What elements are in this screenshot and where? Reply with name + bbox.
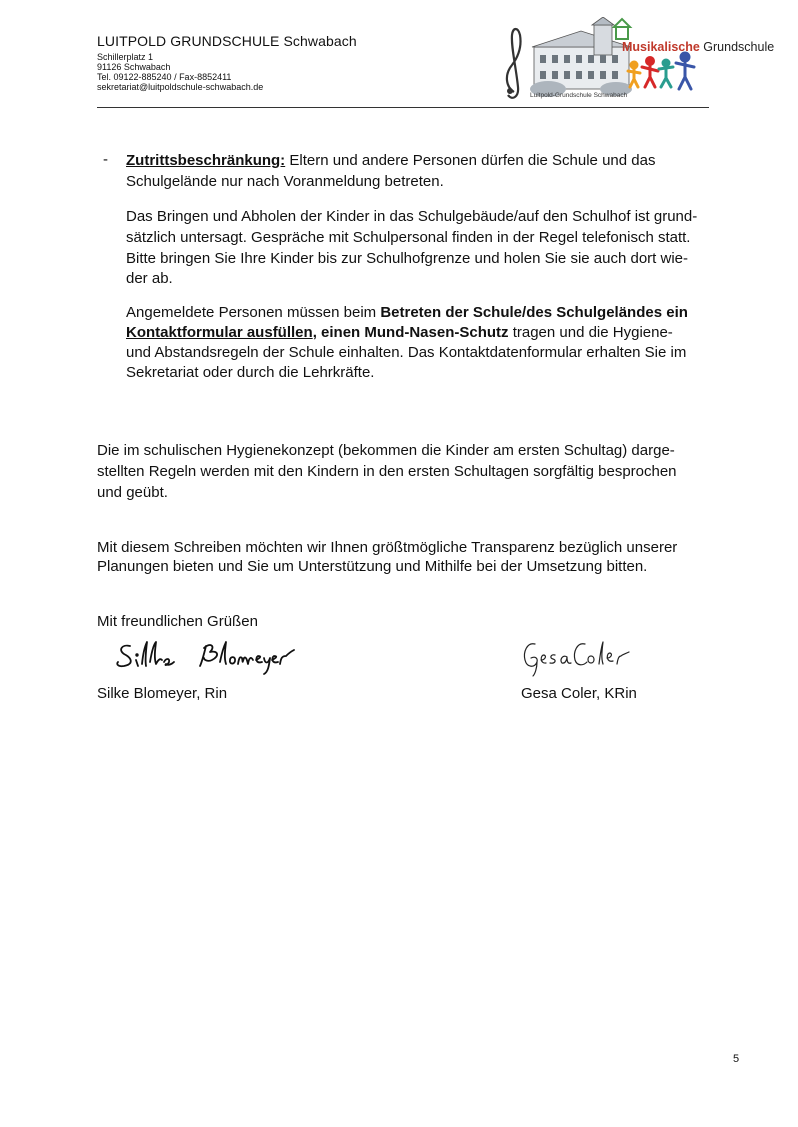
logo-caption: Luitpold-Grundschule Schwabach — [530, 92, 628, 99]
bullet-marker: - — [103, 151, 108, 168]
para-angemeldet-l1b: Betreten der Schule/des Schulgeländes ein — [380, 304, 688, 321]
para-hygiene-line: und geübt. — [97, 484, 168, 501]
para-bringen-line: Das Bringen und Abholen der Kinder in das Schulgebäude/auf den Schulhof ist grund- — [126, 208, 698, 225]
bullet-heading: Zutrittsbeschränkung: — [126, 152, 286, 169]
header-divider — [97, 107, 709, 108]
para-hygiene-line: Die im schulischen Hygienekonzept (bekommen die Kinder am ersten Schultag) darge- — [97, 442, 675, 459]
para-angemeldet-l2a: Kontaktformular ausfüllen — [126, 324, 313, 341]
school-logo — [496, 17, 754, 103]
para-angemeldet-line-3: und Abstandsregeln der Schule einhalten. Das Kontaktdatenformular erhalten Sie im — [126, 344, 687, 361]
bullet-line-1-rest: Eltern und andere Personen dürfen die Schule und das — [285, 152, 656, 169]
signature-right — [521, 636, 641, 678]
email-address: sekretariat@luitpoldschule-schwabach.de — [97, 82, 264, 92]
signatory-right: Gesa Coler, KRin — [521, 685, 637, 702]
phone-fax: Tel. 09122-885240 / Fax-8852411 — [97, 72, 232, 82]
bullet-line-1 — [126, 150, 655, 171]
para-angemeldet-line-4: Sekretariat oder durch die Lehrkräfte. — [126, 364, 375, 381]
para-angemeldet-line-1 — [126, 302, 688, 323]
school-name: LUITPOLD GRUNDSCHULE Schwabach — [97, 33, 357, 49]
bullet-line-2: Schulgelände nur nach Voranmeldung betreten. — [126, 173, 444, 190]
para-angemeldet-line-2 — [126, 322, 673, 343]
para-transparenz-line: Mit diesem Schreiben möchten wir Ihnen größtmögliche Transparenz bezüglich unserer — [97, 539, 678, 556]
closing-greeting: Mit freundlichen Grüßen — [97, 613, 258, 630]
logo-title-musikalische: Musikalische — [622, 40, 700, 54]
para-angemeldet-l1a: Angemeldete Personen müssen beim — [126, 304, 381, 321]
logo-title-grundschule: Grundschule — [699, 40, 775, 54]
para-angemeldet-l2c: tragen und die Hygiene- — [508, 324, 673, 341]
page-number: 5 — [733, 1053, 740, 1065]
signature-left — [112, 636, 302, 676]
para-transparenz-line: Planungen bieten und Sie um Unterstützung und Mithilfe bei der Umsetzung bitten. — [97, 558, 648, 575]
para-bringen-line: der ab. — [126, 270, 173, 287]
para-hygiene-line: stellten Regeln werden mit den Kindern in den ersten Schultagen sorgfältig besprochen — [97, 463, 677, 480]
signatory-left: Silke Blomeyer, Rin — [97, 685, 228, 702]
address-street: Schillerplatz 1 — [97, 52, 154, 62]
logo-title — [622, 40, 774, 54]
para-bringen-line: Bitte bringen Sie Ihre Kinder bis zur Schulhofgrenze und holen Sie sie auch dort wie- — [126, 250, 688, 267]
para-bringen-line: sätzlich untersagt. Gespräche mit Schulpersonal finden in der Regel telefonisch statt. — [126, 229, 691, 246]
address-city: 91126 Schwabach — [97, 62, 171, 72]
para-angemeldet-l2b: , einen Mund-Nasen-Schutz — [312, 324, 509, 341]
